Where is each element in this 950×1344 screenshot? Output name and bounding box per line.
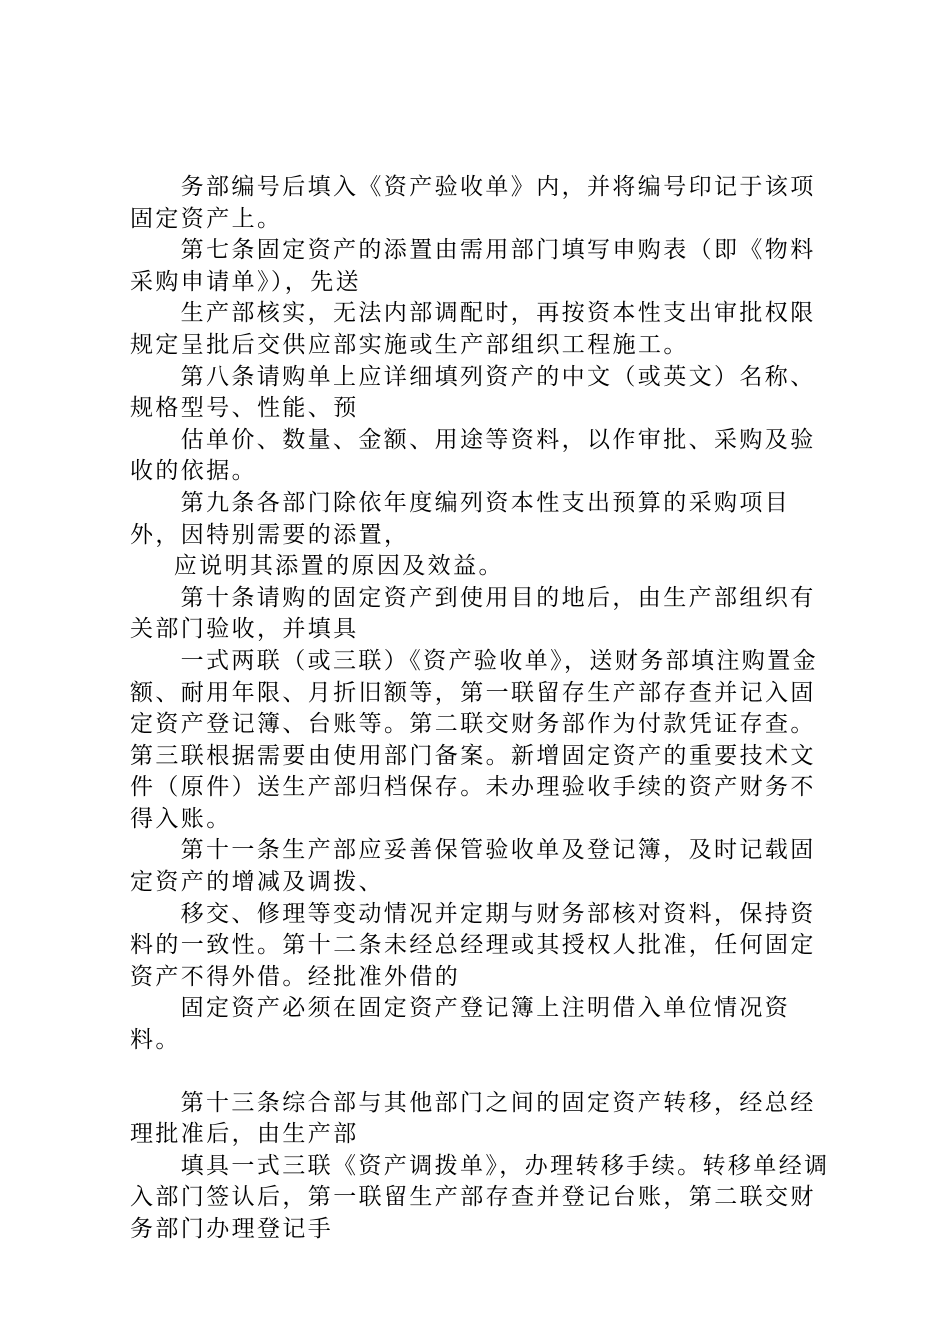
paragraph-article-9: 第九条各部门除依年度编列资本性支出预算的采购项目外，因特别需要的添置， <box>130 489 791 548</box>
paragraph-article-8: 第八条请购单上应详细填列资产的中文（或英文）名称、规格型号、性能、预 <box>130 363 816 422</box>
paragraph-article-11: 第十一条生产部应妥善保管验收单及登记簿，及时记载固定资产的增减及调拨、 <box>130 837 816 896</box>
paragraph-article-8-cont: 估单价、数量、金额、用途等资料，以作审批、采购及验收的依据。 <box>130 426 816 485</box>
paragraph-article-12-cont: 固定资产必须在固定资产登记簿上注明借入单位情况资料。 <box>130 995 791 1054</box>
paragraph-article-10: 第十条请购的固定资产到使用目的地后，由生产部组织有关部门验收，并填具 <box>130 584 816 643</box>
paragraph-article-7: 第七条固定资产的添置由需用部门填写申购表（即《物料采购申请单》），先送 <box>130 237 816 295</box>
paragraph-1: 务部编号后填入《资产验收单》内，并将编号印记于该项固定资产上。 <box>130 174 816 232</box>
paragraph-article-7-cont: 生产部核实，无法内部调配时，再按资本性支出审批权限规定呈批后交供应部实施或生产部组织工程施工。 <box>130 300 816 358</box>
document-page <box>130 172 840 1246</box>
paragraph-article-13: 第十三条综合部与其他部门之间的固定资产转移，经总经理批准后，由生产部 <box>130 1089 816 1148</box>
paragraph-article-11-cont: 移交、修理等变动情况并定期与财务部核对资料，保持资料的一致性。第十二条未经总经理或其授权人批准，任何固定资产不得外借。经批准外借的 <box>130 900 816 990</box>
paragraph-gap <box>130 1057 840 1088</box>
paragraph-article-9-cont: 应说明其添置的原因及效益。 <box>173 553 504 580</box>
paragraph-article-13-cont: 填具一式三联《资产调拨单》，办理转移手续。转移单经调入部门签认后，第一联留生产部存查并登记台账，第二联交财务部门办理登记手 <box>130 1152 830 1242</box>
paragraph-article-10-cont: 一式两联（或三联）《资产验收单》，送财务部填注购置金额、耐用年限、月折旧额等，第一联留存生产部存查并记入固定资产登记簿、台账等。第二联交财务部作为付款凭证存查。第三联根据需要由使用部门备案。新增固定资产的重要技术文件（原件）送生产部归档保存。未办理验收手续的资产财务不得入账。 <box>130 647 818 832</box>
